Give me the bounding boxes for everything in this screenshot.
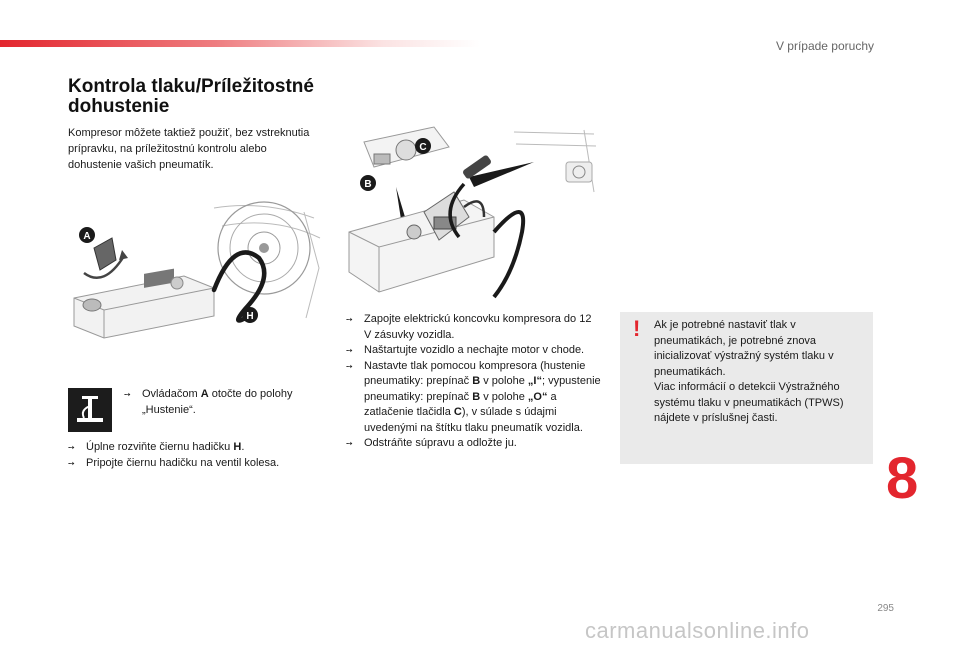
bullet-marker-icon: ➙ [346,315,353,324]
bullet-marker-icon: ➙ [68,443,75,452]
steps-compressor [346,312,601,452]
knob-a-illustration [84,238,128,278]
bullet-marker-icon: ➙ [346,346,353,355]
step-item: ➙ Zapojte elektrickú koncovku kompresora do 12 V zásuvky vozidla. [346,313,592,341]
figure-compressor-wheel [64,198,326,353]
intro-paragraph: Kompresor môžete taktiež použiť, bez vstreknutia prípravku, na príležitostnú kontrolu alebo dohustenie vašich pneumatík. [68,127,310,171]
header-accent-bar [0,40,480,47]
step-item: ➙ Naštartujte vozidlo a nechajte motor v chode. [346,343,601,359]
step-item: ➙ Nastavte tlak pomocou kompresora (hustenie pneumatiky: prepínač B v polohe „I“; vypustenie pneumatiky: prepínač B v polohe „O“ a zatlačenie tlačidla C), v súlade s údajmi uvedenými na štítku tlaku pneumatík vozidla. [346,359,601,434]
figure-compressor-detail [344,122,602,300]
page-title: Kontrola tlaku/Príležitostné dohustenie [68,76,314,117]
label-c: C [419,142,427,153]
label-h: H [246,311,254,322]
exclamation-icon: ! [633,316,641,341]
bullet-marker-icon: ➙ [124,390,131,399]
compressor-illustration [74,269,214,338]
bullet-marker-icon: ➙ [346,361,353,371]
step-item: ➙ Odstráňte súpravu a odložte ju. [346,436,601,452]
step-item: ➙ Ovládačom A otočte do polohy „Hustenie“. [124,388,293,416]
bullet-marker-icon: ➙ [68,458,75,468]
step-item: ➙ Pripojte čiernu hadičku na ventil kolesa. [68,456,318,472]
warning-note [620,312,873,464]
note-text-2: Viac informácií o detekcii Výstražného systému tlaku v pneumatikách (TPWS) nájdete v príslušnej časti. [654,381,844,424]
steps-hose [68,440,318,471]
watermark: carmanualsonline.info [585,618,810,643]
page-number: 295 [877,603,894,614]
label-a: A [83,231,91,242]
tire-inflation-pictogram [68,388,112,432]
chapter-number: 8 [886,446,919,511]
section-title: V prípade poruchy [775,39,874,53]
label-b: B [364,179,372,190]
step-item: ➙ Úplne rozviňte čiernu hadičku H. [68,440,318,456]
bullet-marker-icon: ➙ [346,439,353,448]
steps-knob [124,387,314,418]
note-text-1: Ak je potrebné nastaviť tlak v pneumatikách, je potrebné znova inicializovať výstražný systém tlaku v pneumatikách. [654,319,834,378]
